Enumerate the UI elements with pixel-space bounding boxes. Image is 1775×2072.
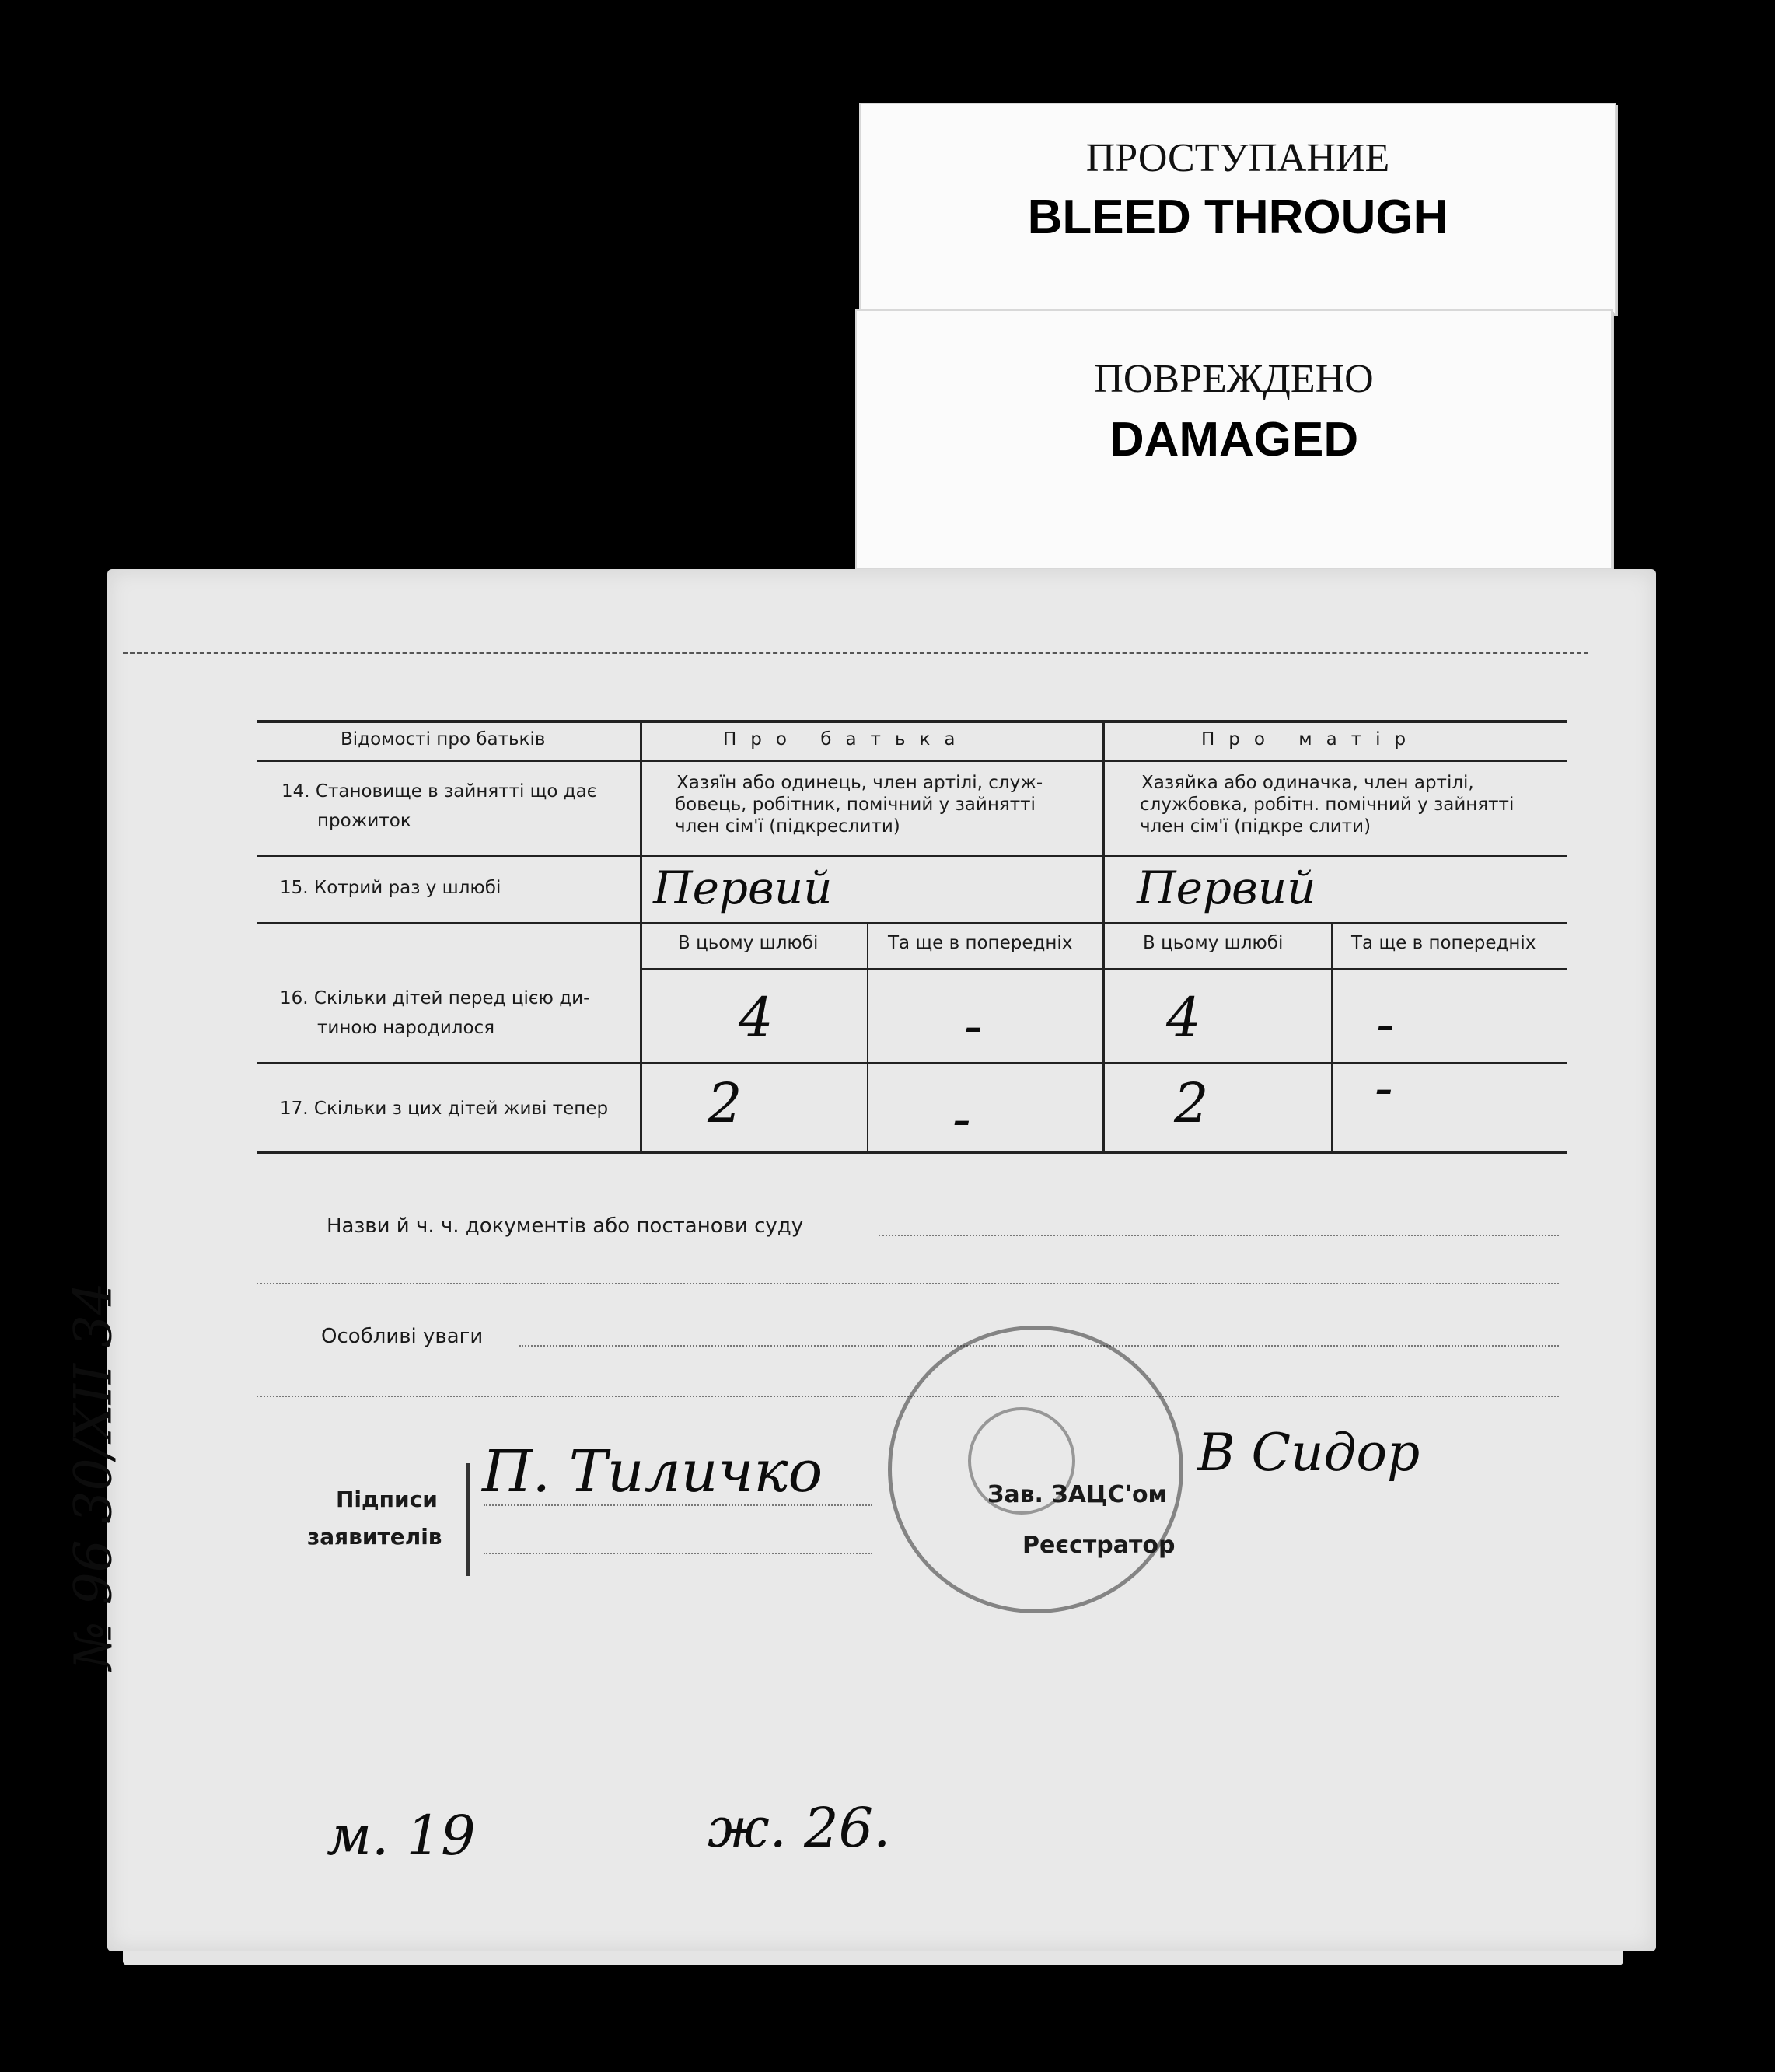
documents-label: Назви й ч. ч. документів або постанови суду [327,1214,804,1238]
registrar-label: Реєстратор [1022,1532,1176,1559]
row14-mother-3: член сім'ї (підкре слити) [1140,816,1371,837]
damaged-en: DAMAGED [1109,413,1359,466]
applicant-signature: П. Тиличко [482,1438,823,1505]
row14-mother-1: Хазяйка або одиначка, член артілі, [1141,773,1474,793]
bottom-note-m: м. 19 [327,1804,476,1868]
bleed-through-card [859,103,1616,314]
subheader-father-prev: Та ще в попередніх [888,933,1073,953]
header-parents: Відомості про батьків [341,729,546,749]
row16-label-1: 16. Скільки дітей перед цією ди- [280,988,590,1008]
signatures-label-1: Підписи [336,1487,438,1512]
header-father: Про батька [723,729,970,749]
row16-label-2: тиною народилося [317,1018,495,1038]
row14-father-2: бовець, робітник, помічний у зайнятті [675,795,1036,815]
table-top-rule [257,720,1567,723]
row16-father-prev: - [964,994,983,1057]
row14-label-2: прожиток [317,811,411,831]
zags-label: Зав. ЗАЦС'ом [987,1481,1168,1508]
margin-note: № 96 30/XII 34 [63,1282,124,1670]
damaged-ru: ПОВРЕЖДЕНО [1094,357,1374,401]
row17-label: 17. Скільки з цих дітей живі тепер [280,1099,609,1119]
row15-label: 15. Котрий раз у шлюбі [280,878,501,898]
row16-mother-this: 4 [1166,986,1201,1050]
signatures-label-2: заявителів [307,1524,442,1550]
row14-mother-2: службовка, робітн. помічний у зайнятті [1140,795,1515,815]
damaged-card [855,309,1613,569]
table-bottom-rule [257,1151,1567,1154]
bleed-through-en: BLEED THROUGH [1027,190,1448,244]
row14-father-1: Хазяїн або одинець, член артілі, служ- [676,773,1043,793]
remarks-label: Особливі уваги [321,1325,484,1348]
subheader-mother-prev: Та ще в попередніх [1351,933,1536,953]
row14-label-1: 14. Становище в зайнятті що дає [281,781,597,802]
tear-line [123,652,1588,654]
row15-father-value: Первий [653,861,833,914]
signature-bracket [466,1463,470,1576]
subheader-father-this: В цьому шлюбі [678,933,819,953]
row15-mother-value: Первий [1137,861,1316,914]
row17-father-this: 2 [708,1071,742,1135]
row17-mother-this: 2 [1174,1071,1209,1135]
bleed-through-ru: ПРОСТУПАНИЕ [1085,136,1390,180]
row16-mother-prev: - [1376,992,1395,1056]
subheader-mother-this: В цьому шлюбі [1143,933,1284,953]
row16-father-this: 4 [739,986,774,1050]
header-mother: Про матір [1201,729,1420,749]
row17-mother-prev: - [1375,1056,1393,1120]
row17-father-prev: - [952,1087,971,1151]
bottom-note-zh: ж. 26. [708,1796,891,1860]
row14-father-3: член сім'ї (підкреслити) [675,816,900,837]
official-signature: В Сидор [1197,1423,1420,1483]
